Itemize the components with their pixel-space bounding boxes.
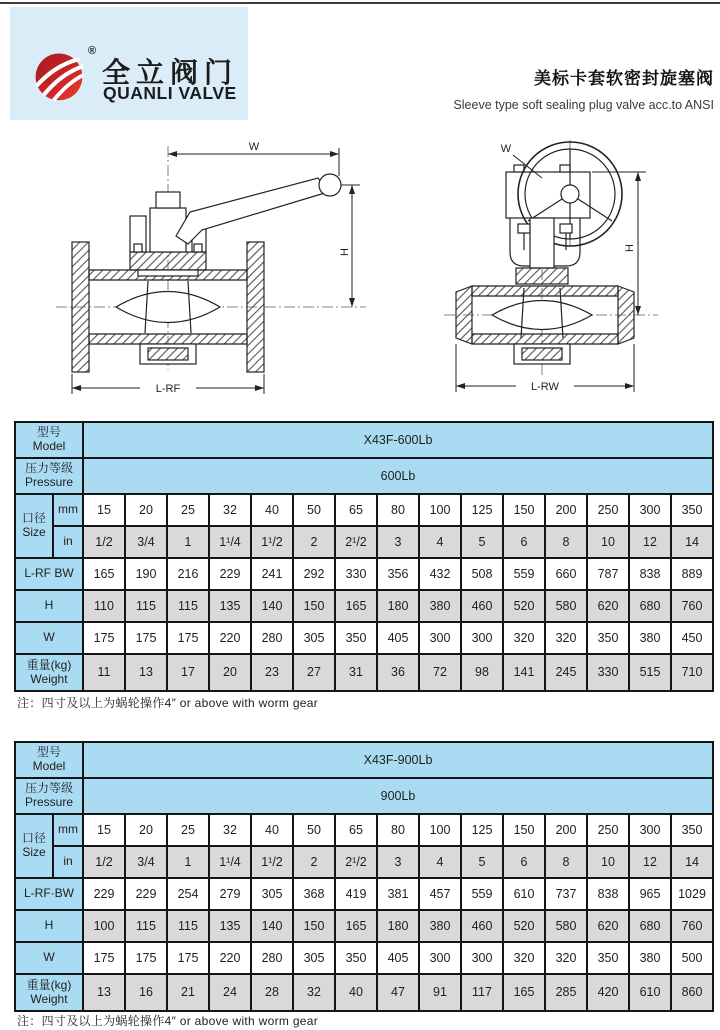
spec-cell: 32 [209, 814, 251, 846]
spec-cell: 300 [419, 622, 461, 654]
spec-cell: 305 [293, 622, 335, 654]
spec-cell: 300 [629, 814, 671, 846]
spec-cell: 350 [335, 622, 377, 654]
spec-cell: 27 [293, 654, 335, 691]
spec-cell: 150 [293, 910, 335, 942]
spec-cell: 100 [83, 910, 125, 942]
spec-cell: 23 [251, 654, 293, 691]
model-label-cn: 型号 [36, 745, 61, 760]
spec-cell: 140 [251, 910, 293, 942]
w-label: W [15, 942, 83, 974]
spec-cell: 460 [461, 910, 503, 942]
spec-cell: 20 [209, 654, 251, 691]
spec-cell: 175 [167, 622, 209, 654]
spec-cell: 6 [503, 846, 545, 878]
weight-label-cn: 重量(kg) [26, 977, 72, 992]
spec-cell: 175 [167, 942, 209, 974]
pressure-label [15, 778, 83, 814]
spec-cell: 285 [545, 974, 587, 1011]
spec-cell: 1 [167, 846, 209, 878]
spec-cell: 220 [209, 942, 251, 974]
lrf-row [15, 878, 713, 910]
top-rule [0, 2, 720, 4]
spec-cell: 405 [377, 622, 419, 654]
spec-cell: 50 [293, 494, 335, 526]
spec-cell: 125 [461, 494, 503, 526]
spec-cell: 965 [629, 878, 671, 910]
size-label-cn: 口径 [21, 511, 46, 526]
mm-label: mm [53, 494, 83, 526]
pressure-label-cn: 压力等级 [24, 781, 73, 796]
spec-cell: 229 [125, 878, 167, 910]
spec-cell: 115 [125, 910, 167, 942]
spec-cell: 150 [293, 590, 335, 622]
spec-cell: 1/2 [83, 846, 125, 878]
spec-cell: 280 [251, 942, 293, 974]
spec-cell: 405 [377, 942, 419, 974]
spec-cell: 610 [629, 974, 671, 1011]
table-note-900lb: 注：四寸及以上为蜗轮操作4″ or above with worm gear [17, 1014, 319, 1028]
size-label-cn: 口径 [21, 831, 46, 846]
spec-cell: 80 [377, 814, 419, 846]
weight-label-en: Weight [30, 991, 68, 1006]
spec-cell: 620 [587, 590, 629, 622]
spec-cell: 8 [545, 526, 587, 558]
spec-cell: 300 [419, 942, 461, 974]
spec-cell: 515 [629, 654, 671, 691]
spec-cell: 520 [503, 590, 545, 622]
spec-cell: 220 [209, 622, 251, 654]
spec-cell: 40 [251, 814, 293, 846]
spec-cell: 787 [587, 558, 629, 590]
weight-row [15, 654, 713, 691]
spec-cell: 3/4 [125, 526, 167, 558]
spec-cell: 241 [251, 558, 293, 590]
spec-cell: 36 [377, 654, 419, 691]
model-label [15, 742, 83, 778]
spec-cell: 32 [209, 494, 251, 526]
spec-cell: 100 [419, 494, 461, 526]
spec-cell: 350 [671, 814, 713, 846]
spec-cell: 368 [293, 878, 335, 910]
spec-cell: 330 [587, 654, 629, 691]
spec-cell: 660 [545, 558, 587, 590]
spec-cell: 32 [293, 974, 335, 1011]
spec-cell: 175 [83, 622, 125, 654]
model-label [15, 422, 83, 458]
spec-cell: 1¹/4 [209, 526, 251, 558]
spec-cell: 24 [209, 974, 251, 1011]
spec-cell: 3 [377, 526, 419, 558]
pressure-label [15, 458, 83, 494]
spec-cell: 419 [335, 878, 377, 910]
page-subtitle: Sleeve type soft sealing plug valve acc.to ANSI [453, 98, 714, 112]
model-label-en: Model [32, 439, 66, 453]
spec-table-600lb [14, 421, 714, 692]
spec-cell: 250 [587, 494, 629, 526]
spec-cell: 165 [335, 590, 377, 622]
spec-cell: 300 [629, 494, 671, 526]
spec-cell: 737 [545, 878, 587, 910]
pressure-row [15, 458, 713, 494]
w-label: W [15, 622, 83, 654]
spec-cell: 31 [335, 654, 377, 691]
dim-label-h: H [339, 248, 351, 256]
spec-cell: 1¹/2 [251, 846, 293, 878]
spec-cell: 150 [503, 814, 545, 846]
spec-cell: 25 [167, 814, 209, 846]
pressure-label-en: Pressure [24, 475, 74, 489]
spec-cell: 12 [629, 846, 671, 878]
spec-cell: 21 [167, 974, 209, 1011]
page-title-block [453, 64, 714, 112]
spec-cell: 16 [125, 974, 167, 1011]
spec-cell: 760 [671, 910, 713, 942]
spec-cell: 12 [629, 526, 671, 558]
spec-cell: 65 [335, 814, 377, 846]
size-mm-row [15, 494, 713, 526]
spec-cell: 760 [671, 590, 713, 622]
spec-cell: 20 [125, 494, 167, 526]
spec-cell: 2 [293, 846, 335, 878]
dim-label-h: H [624, 244, 636, 252]
pressure-value: 900Lb [83, 778, 713, 814]
spec-cell: 115 [167, 910, 209, 942]
spec-cell: 216 [167, 558, 209, 590]
spec-cell: 1/2 [83, 526, 125, 558]
brand-name-cn: 全立阀门 [102, 57, 239, 88]
spec-cell: 838 [629, 558, 671, 590]
spec-cell: 380 [419, 910, 461, 942]
spec-cell: 254 [167, 878, 209, 910]
spec-table-900lb [14, 741, 714, 1012]
table-note-600lb: 注：四寸及以上为蜗轮操作4″ or above with worm gear [17, 696, 319, 710]
spec-cell: 300 [461, 622, 503, 654]
spec-cell: 889 [671, 558, 713, 590]
spec-cell: 15 [83, 814, 125, 846]
weight-row [15, 974, 713, 1011]
weight-label-en: Weight [30, 671, 68, 686]
spec-cell: 350 [335, 942, 377, 974]
spec-cell: 140 [251, 590, 293, 622]
spec-cell: 580 [545, 910, 587, 942]
model-label-en: Model [32, 759, 66, 773]
spec-cell: 330 [335, 558, 377, 590]
spec-cell: 320 [503, 942, 545, 974]
spec-cell: 125 [461, 814, 503, 846]
spec-cell: 2¹/2 [335, 846, 377, 878]
spec-cell: 20 [125, 814, 167, 846]
dim-label-w: W [500, 143, 512, 155]
spec-cell: 320 [503, 622, 545, 654]
in-label: in [53, 846, 83, 878]
spec-cell: 250 [587, 814, 629, 846]
spec-cell: 680 [629, 590, 671, 622]
spec-cell: 175 [125, 622, 167, 654]
spec-cell: 710 [671, 654, 713, 691]
lrf-label: L-RF·BW [15, 878, 83, 910]
spec-cell: 3/4 [125, 846, 167, 878]
spec-cell: 229 [83, 878, 125, 910]
spec-cell: 141 [503, 654, 545, 691]
spec-cell: 135 [209, 590, 251, 622]
spec-cell: 165 [503, 974, 545, 1011]
spec-cell: 10 [587, 846, 629, 878]
size-in-row [15, 526, 713, 558]
spec-cell: 80 [377, 494, 419, 526]
spec-cell: 200 [545, 494, 587, 526]
spec-cell: 135 [209, 910, 251, 942]
spec-cell: 100 [419, 814, 461, 846]
model-value: X43F-900Lb [83, 742, 713, 778]
h-label: H [15, 590, 83, 622]
model-row [15, 742, 713, 778]
spec-cell: 229 [209, 558, 251, 590]
spec-cell: 1 [167, 526, 209, 558]
registered-trademark: ® [88, 45, 97, 57]
spec-cell: 110 [83, 590, 125, 622]
spec-cell: 279 [209, 878, 251, 910]
pressure-value: 600Lb [83, 458, 713, 494]
spec-cell: 180 [377, 590, 419, 622]
pressure-row [15, 778, 713, 814]
spec-cell: 15 [83, 494, 125, 526]
spec-cell: 381 [377, 878, 419, 910]
spec-cell: 380 [419, 590, 461, 622]
spec-cell: 28 [251, 974, 293, 1011]
spec-cell: 460 [461, 590, 503, 622]
spec-cell: 432 [419, 558, 461, 590]
spec-cell: 117 [461, 974, 503, 1011]
spec-cell: 450 [671, 622, 713, 654]
h-label: H [15, 910, 83, 942]
spec-cell: 1¹/4 [209, 846, 251, 878]
model-value: X43F-600Lb [83, 422, 713, 458]
spec-cell: 420 [587, 974, 629, 1011]
weight-label [15, 654, 83, 691]
size-label-en: Size [22, 525, 46, 539]
spec-cell: 13 [83, 974, 125, 1011]
spec-cell: 150 [503, 494, 545, 526]
w-row [15, 942, 713, 974]
spec-cell: 245 [545, 654, 587, 691]
spec-cell: 559 [503, 558, 545, 590]
weight-label [15, 974, 83, 1011]
spec-cell: 4 [419, 526, 461, 558]
spec-cell: 5 [461, 846, 503, 878]
spec-cell: 14 [671, 526, 713, 558]
spec-cell: 559 [461, 878, 503, 910]
spec-cell: 280 [251, 622, 293, 654]
spec-cell: 190 [125, 558, 167, 590]
dim-label-lrw: L-RW [531, 381, 559, 393]
valve-drawing-handwheel [420, 138, 715, 406]
spec-cell: 5 [461, 526, 503, 558]
quanli-logo-icon [32, 49, 86, 103]
spec-cell: 620 [587, 910, 629, 942]
spec-cell: 200 [545, 814, 587, 846]
spec-cell: 2 [293, 526, 335, 558]
size-mm-row [15, 814, 713, 846]
model-label-cn: 型号 [36, 425, 61, 440]
size-label [15, 814, 53, 878]
h-row [15, 910, 713, 942]
spec-cell: 50 [293, 814, 335, 846]
spec-cell: 175 [125, 942, 167, 974]
spec-cell: 11 [83, 654, 125, 691]
spec-cell: 320 [545, 622, 587, 654]
valve-drawing-lever [42, 140, 387, 408]
size-label [15, 494, 53, 558]
weight-label-cn: 重量(kg) [26, 657, 72, 672]
brand-name-en: QUANLI VALVE [103, 83, 237, 103]
pressure-label-en: Pressure [24, 795, 74, 809]
spec-cell: 457 [419, 878, 461, 910]
spec-cell: 500 [671, 942, 713, 974]
spec-cell: 115 [167, 590, 209, 622]
spec-cell: 305 [293, 942, 335, 974]
spec-cell: 350 [671, 494, 713, 526]
spec-cell: 25 [167, 494, 209, 526]
spec-cell: 380 [629, 622, 671, 654]
pressure-label-cn: 压力等级 [24, 461, 73, 476]
spec-cell: 10 [587, 526, 629, 558]
spec-cell: 1¹/2 [251, 526, 293, 558]
spec-cell: 356 [377, 558, 419, 590]
size-in-row [15, 846, 713, 878]
spec-cell: 380 [629, 942, 671, 974]
spec-cell: 165 [83, 558, 125, 590]
mm-label: mm [53, 814, 83, 846]
spec-cell: 2¹/2 [335, 526, 377, 558]
spec-cell: 14 [671, 846, 713, 878]
spec-cell: 47 [377, 974, 419, 1011]
page-title: 美标卡套软密封旋塞阀 [534, 69, 714, 88]
spec-cell: 3 [377, 846, 419, 878]
spec-cell: 520 [503, 910, 545, 942]
spec-cell: 65 [335, 494, 377, 526]
dim-label-lrf: L-RF [155, 383, 181, 395]
spec-cell: 838 [587, 878, 629, 910]
spec-cell: 91 [419, 974, 461, 1011]
spec-cell: 292 [293, 558, 335, 590]
lrf-row [15, 558, 713, 590]
spec-cell: 4 [419, 846, 461, 878]
spec-cell: 508 [461, 558, 503, 590]
spec-cell: 860 [671, 974, 713, 1011]
spec-cell: 13 [125, 654, 167, 691]
size-label-en: Size [22, 845, 46, 859]
spec-cell: 40 [335, 974, 377, 1011]
spec-cell: 40 [251, 494, 293, 526]
spec-cell: 1029 [671, 878, 713, 910]
spec-cell: 115 [125, 590, 167, 622]
spec-cell: 165 [335, 910, 377, 942]
spec-cell: 320 [545, 942, 587, 974]
spec-cell: 72 [419, 654, 461, 691]
model-row [15, 422, 713, 458]
spec-cell: 98 [461, 654, 503, 691]
spec-cell: 610 [503, 878, 545, 910]
in-label: in [53, 526, 83, 558]
spec-cell: 680 [629, 910, 671, 942]
dim-label-w: W [248, 141, 260, 153]
spec-cell: 300 [461, 942, 503, 974]
w-row [15, 622, 713, 654]
h-row [15, 590, 713, 622]
brand-logo-box [10, 7, 248, 120]
spec-cell: 8 [545, 846, 587, 878]
spec-cell: 6 [503, 526, 545, 558]
spec-cell: 17 [167, 654, 209, 691]
lrf-label: L-RF BW [15, 558, 83, 590]
spec-cell: 350 [587, 622, 629, 654]
spec-cell: 580 [545, 590, 587, 622]
spec-cell: 180 [377, 910, 419, 942]
spec-cell: 305 [251, 878, 293, 910]
spec-cell: 350 [587, 942, 629, 974]
spec-cell: 175 [83, 942, 125, 974]
